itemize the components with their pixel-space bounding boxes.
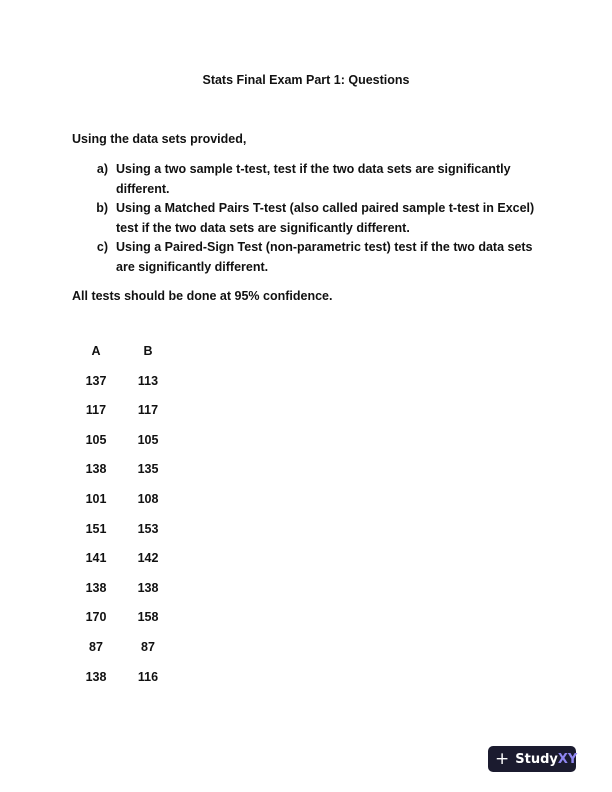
question-marker: b) [96,201,108,215]
question-text: Using a Paired-Sign Test (non-parametric test) test if the two data sets are significantly different. [116,240,533,274]
column-header-b: B [143,344,153,358]
intro-text: Using the data sets provided, [72,132,247,146]
cell-b: 116 [137,669,159,684]
table-row [78,551,182,581]
column-header-a: A [91,344,101,358]
cell-a: 101 [85,491,107,506]
cell-b: 113 [137,373,159,388]
cell-b: 138 [137,580,159,595]
plus-icon: + [495,748,510,769]
table-row [78,433,182,463]
table-row [78,374,182,404]
logo-text-xy: XY [557,751,578,767]
cell-a: 105 [85,432,107,447]
studyxy-logo [488,746,576,772]
document-title: Stats Final Exam Part 1: Questions [202,73,410,87]
data-table [78,344,182,699]
table-body [78,374,182,700]
cell-a: 141 [85,551,107,566]
table-row [78,581,182,611]
cell-a: 138 [85,580,107,595]
cell-a: 151 [85,521,107,536]
table-header-row [78,344,182,374]
cell-a: 138 [85,462,107,477]
question-text: Using a two sample t-test, test if the two data sets are significantly different. [116,162,511,196]
question-item [72,160,552,199]
cell-a: 87 [89,639,103,654]
cell-b: 117 [137,403,159,418]
cell-b: 105 [137,432,159,447]
question-text: Using a Matched Pairs T-test (also called paired sample t-test in Excel) test if the two data sets are significantly different. [116,201,535,235]
cell-a: 138 [85,669,107,684]
question-marker: a) [96,162,108,176]
cell-b: 153 [137,521,159,536]
cell-b: 87 [141,639,155,654]
question-item [72,199,552,238]
question-list [72,160,552,277]
cell-a: 170 [85,610,107,625]
cell-a: 137 [85,373,107,388]
table-row [78,492,182,522]
cell-b: 135 [137,462,159,477]
table-row [78,403,182,433]
cell-b: 142 [137,551,159,566]
cell-b: 108 [137,491,159,506]
cell-a: 117 [85,403,107,418]
table-row [78,670,182,700]
confidence-note: All tests should be done at 95% confidence. [72,289,333,303]
table-row [78,462,182,492]
table-row [78,522,182,552]
table-row [78,640,182,670]
cell-b: 158 [137,610,159,625]
logo-text-study: Study [515,751,558,767]
question-marker: c) [96,240,108,254]
table-row [78,610,182,640]
question-item [72,238,552,277]
